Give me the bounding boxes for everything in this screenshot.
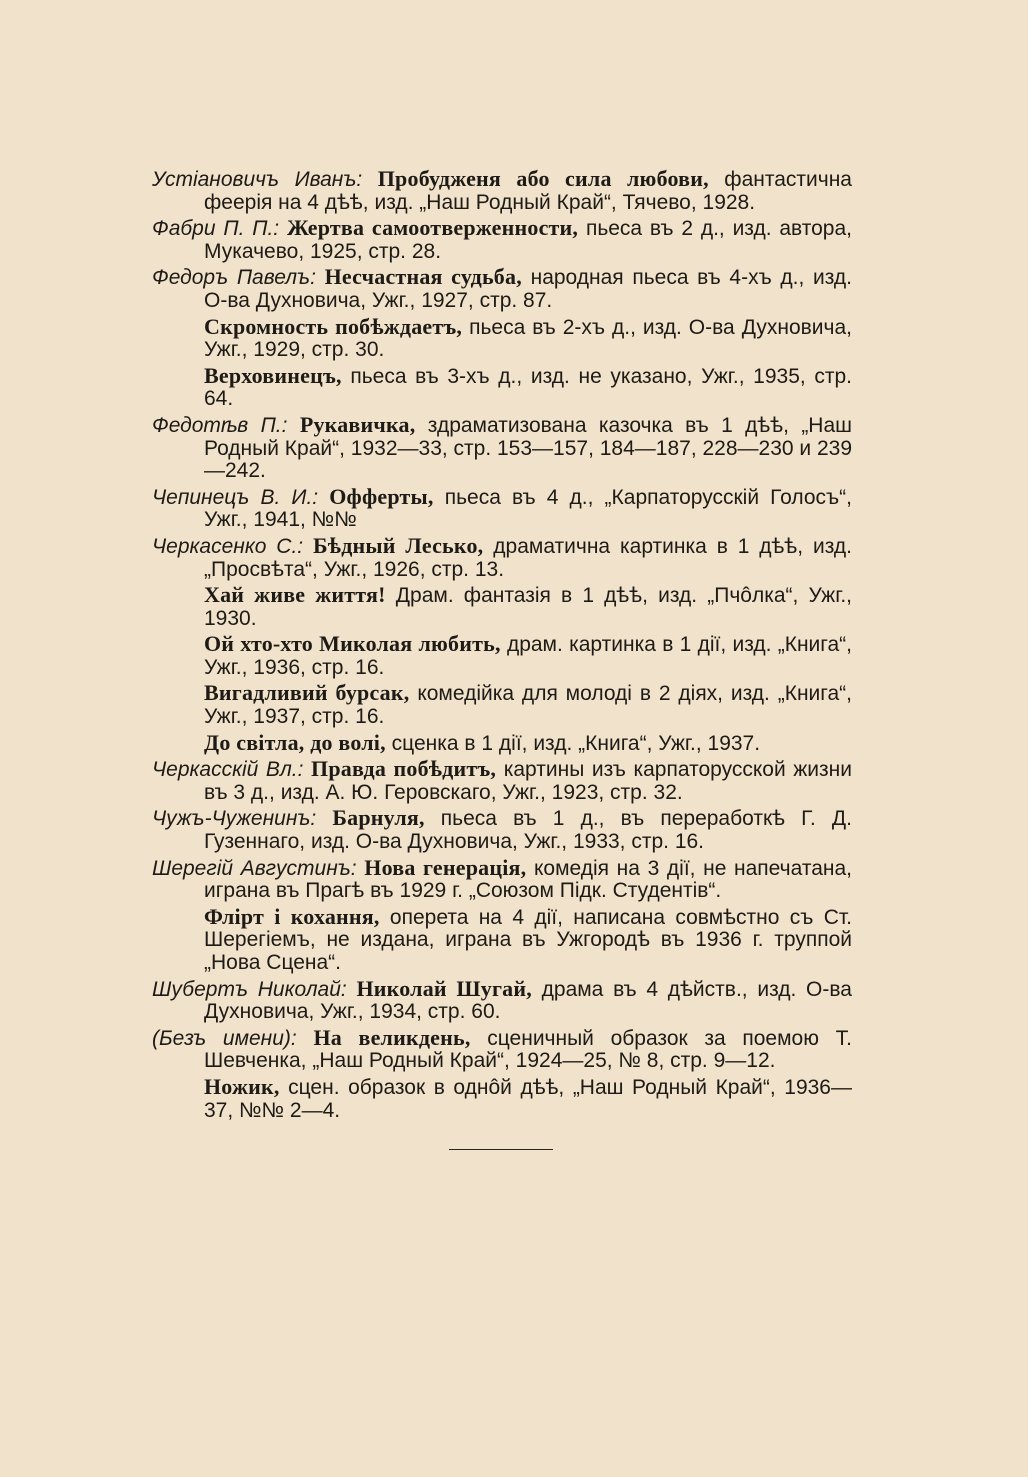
entry-chepynets — [152, 483, 852, 532]
work-description: комедiя на 3 дiї, не напечатана, играна въ Прагѣ въ 1929 г. „Союзом Пiдк. Студентiв“. — [204, 856, 852, 903]
work-description: здраматизована казочка въ 1 дѣѣ, „Наш Родный Край“, 1932—33, стр. 153—157, 184—187, 228—230 и 239—242. — [204, 413, 853, 483]
work-title: До свiтла, до волi, — [204, 729, 386, 755]
entry-author: Устiановичъ Иванъ: — [152, 168, 363, 191]
section-divider — [449, 1149, 553, 1150]
work-description: пьеса въ 3-хъ д., изд. не указано, Ужг., 1935, стр. 64. — [204, 364, 852, 411]
entry-anonymous-work-2 — [152, 1073, 852, 1122]
entry-sheregiy-work-2 — [152, 903, 852, 975]
work-description: сценка в 1 дiї, изд. „Книга“, Ужг., 1937. — [385, 731, 761, 755]
entry-author: Шерегiй Августинъ: — [152, 856, 357, 880]
work-description: сцен. образок в однôй дѣѣ, „Наш Родный Край“, 1936—37, №№ 2—4. — [204, 1075, 852, 1122]
work-description: комедiйка для молодi в 2 дiях, изд. „Книга“, Ужг., 1937, стр. 16. — [204, 682, 852, 729]
work-description: сценичный образок за поемою Т. Шевченка, „Наш Родный Край“, 1924—25, № 8, стр. 9—12. — [204, 1026, 853, 1073]
work-title: Хай живе життя! — [204, 582, 386, 608]
work-description: пьеса въ 2 д., изд. автора, Мукачево, 1925, стр. 28. — [204, 217, 852, 263]
work-title: Нова генерацiя, — [364, 854, 527, 880]
entry-author: Федоръ Павелъ: — [152, 266, 316, 290]
work-description: картины изъ карпаторусской жизни въ 3 д., изд. А. Ю. Геровскаго, Ужг., 1923, стр. 32. — [204, 758, 852, 804]
entry-cherkasenko-work-3 — [152, 633, 852, 679]
entry-cherkasskiy — [152, 758, 852, 804]
entry-author: Черкасенко С.: — [152, 534, 304, 558]
entry-chuzh-chuzhenyn — [152, 807, 852, 853]
entry-author: (Безъ имени): — [152, 1026, 297, 1050]
entry-fedor — [152, 266, 852, 312]
bibliography-list — [152, 168, 852, 1125]
work-description: Драм. фантазiя в 1 дѣѣ, изд. „Пчôлка“, Ужг., 1930. — [204, 584, 852, 630]
entry-author: Шубертъ Николай: — [152, 977, 347, 1001]
entry-cherkasenko-work-5 — [152, 729, 852, 756]
entry-author: Федотѣв П.: — [152, 413, 288, 437]
work-title: Несчастная судьба, — [324, 264, 522, 290]
work-title: Бѣдный Лесько, — [313, 532, 484, 558]
work-description: фантастична феерiя на 4 дѣѣ, изд. „Наш Родный Край“, Тячево, 1928. — [204, 168, 852, 214]
work-description: народная пьеса въ 4-хъ д., изд. О-ва Духновича, Ужг., 1927, стр. 87. — [204, 266, 852, 312]
work-description: драма въ 4 дѣйств., изд. О-ва Духновича, Ужг., 1934, стр. 60. — [204, 977, 852, 1024]
work-title: Пробудженя або сила любови, — [377, 166, 709, 191]
entry-anonymous — [152, 1024, 853, 1073]
entry-author: Чепинецъ В. И.: — [152, 485, 319, 509]
work-title: Скромность побѣждаетъ, — [204, 313, 463, 339]
entry-author: Фабри П. П.: — [152, 217, 280, 241]
entry-fabri — [152, 217, 852, 263]
entry-fedor-work-3 — [152, 362, 852, 411]
work-title: Барнуля, — [332, 805, 425, 831]
entry-cherkasenko — [152, 532, 853, 581]
work-title: Ножик, — [204, 1073, 280, 1099]
work-title: Николай Шугай, — [356, 975, 532, 1001]
entry-cherkasenko-work-2 — [152, 584, 852, 630]
work-title: Офферты, — [329, 483, 434, 509]
work-description: драматична картинка в 1 дѣѣ, изд. „Просвѣта“, Ужг., 1926, стр. 13. — [204, 534, 853, 581]
entry-fedor-work-2 — [152, 313, 852, 362]
work-title: Рукавичка, — [299, 411, 416, 437]
work-title: Ой хто-хто Миколая любить, — [204, 631, 501, 657]
work-description: оперета на 4 дiї, написана совмѣстно съ Ст. Шерегiемъ, не издана, играна въ Ужгородѣ въ 1936 г. труппой „Нова Сцена“. — [204, 905, 852, 974]
entry-ustianovych — [152, 168, 852, 214]
entry-author: Черкасскiй Вл.: — [152, 758, 304, 782]
entry-author: Чужъ-Чуженинъ: — [152, 807, 317, 831]
work-title: Верховинецъ, — [204, 362, 342, 388]
work-description: пьеса въ 1 д., въ переработкѣ Г. Д. Гузеннаго, изд. О-ва Духновича, Ужг., 1933, стр. 16. — [204, 807, 852, 854]
work-description: пьеса въ 2-хъ д., изд. О-ва Духновича, Ужг., 1929, стр. 30. — [204, 315, 852, 362]
work-description: пьеса въ 4 д., „Карпаторусскiй Голосъ“, Ужг., 1941, №№ — [204, 485, 852, 532]
work-title: Правда побѣдитъ, — [311, 756, 497, 782]
entry-sheregiy — [152, 854, 852, 903]
entry-shubert — [152, 975, 852, 1024]
work-title: Жертва самоотверженности, — [286, 215, 579, 241]
entry-fedotev — [152, 411, 853, 483]
work-description: драм. картинка в 1 дiї, изд. „Книга“, Ужг., 1936, стр. 16. — [204, 633, 852, 679]
work-title: Флiрт i кохання, — [204, 903, 380, 929]
entry-cherkasenko-work-4 — [152, 682, 852, 728]
work-title: На великдень, — [313, 1024, 471, 1050]
work-title: Вигадливий бурсак, — [204, 680, 410, 706]
